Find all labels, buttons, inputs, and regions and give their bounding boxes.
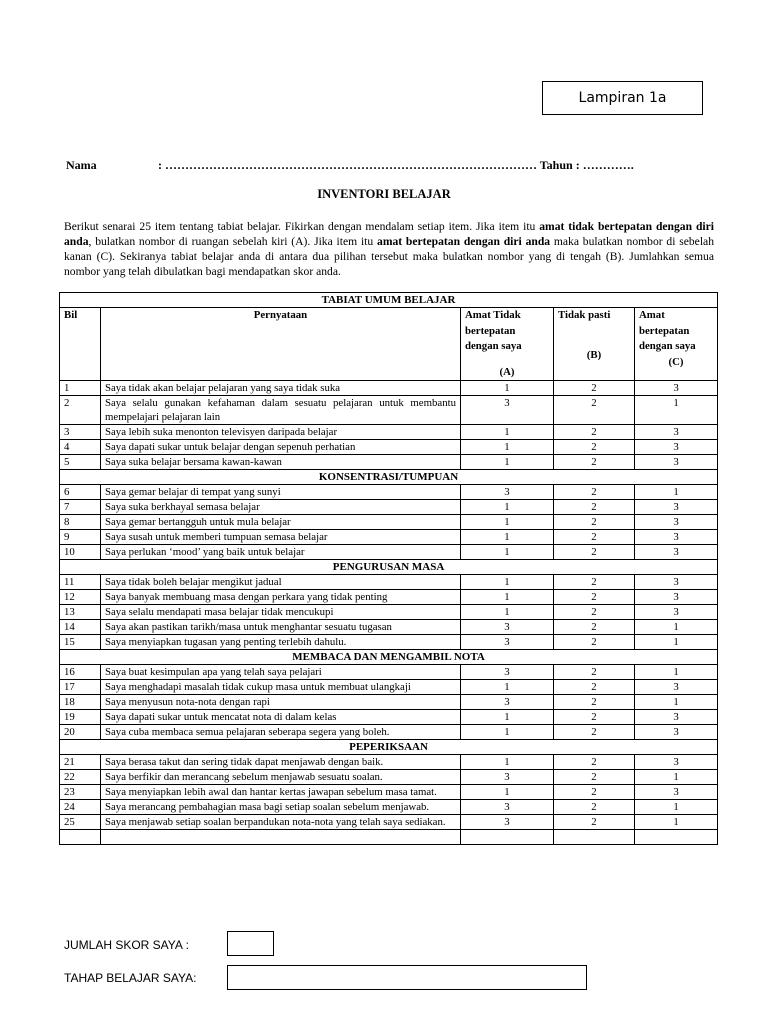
- item-number: 1: [60, 381, 101, 396]
- item-number: 11: [60, 575, 101, 590]
- option-b[interactable]: 2: [554, 500, 635, 515]
- option-b[interactable]: 2: [554, 485, 635, 500]
- item-statement: Saya dapati sukar untuk mencatat nota di dalam kelas: [101, 710, 461, 725]
- table-row: [60, 695, 718, 710]
- option-a[interactable]: 1: [461, 725, 554, 740]
- col-header-c-code: (C): [668, 355, 684, 368]
- instructions-text-3: maka bulatkan nombor di sebelah kanan (C). Sekiranya tabiat belajar anda di antara dua pilihan tersebut maka bulatkan nombor yang di tengah (B). Jumlahkan semua nombor yang telah dibulatkan bagi mendapatkan skor anda.: [64, 235, 714, 278]
- table-row: [60, 575, 718, 590]
- option-b[interactable]: 2: [554, 755, 635, 770]
- item-number: 20: [60, 725, 101, 740]
- option-a[interactable]: 1: [461, 785, 554, 800]
- option-b[interactable]: 2: [554, 425, 635, 440]
- instructions-text-2: , bulatkan nombor di ruangan sebelah kiri (A). Jika item itu: [88, 235, 378, 248]
- item-number: 6: [60, 485, 101, 500]
- item-statement: Saya menyiapkan lebih awal dan hantar kertas jawapan sebelum masa tamat.: [101, 785, 461, 800]
- item-number: 12: [60, 590, 101, 605]
- option-b[interactable]: 2: [554, 635, 635, 650]
- name-year-fill-line: : ………………………………………………………………………………… Tahun : ………….: [158, 158, 634, 172]
- option-c[interactable]: 3: [635, 710, 718, 725]
- option-c[interactable]: 1: [635, 485, 718, 500]
- name-label: Nama: [66, 158, 97, 172]
- option-b[interactable]: 2: [554, 396, 635, 425]
- option-a[interactable]: 3: [461, 665, 554, 680]
- option-c[interactable]: 3: [635, 575, 718, 590]
- col-header-c-label: Amat bertepatan dengan saya: [639, 309, 696, 352]
- option-a[interactable]: 1: [461, 440, 554, 455]
- item-number: 21: [60, 755, 101, 770]
- option-a[interactable]: 3: [461, 770, 554, 785]
- item-statement: Saya selalu gunakan kefahaman dalam sesuatu pelajaran untuk membantu mempelajari pelajaran lain: [101, 396, 461, 425]
- option-a[interactable]: 1: [461, 515, 554, 530]
- item-statement: Saya selalu mendapati masa belajar tidak mencukupi: [101, 605, 461, 620]
- table-row: [60, 500, 718, 515]
- item-number: 8: [60, 515, 101, 530]
- item-statement: Saya suka berkhayal semasa belajar: [101, 500, 461, 515]
- option-b[interactable]: 2: [554, 800, 635, 815]
- table-row: [60, 620, 718, 635]
- item-statement: Saya tidak akan belajar pelajaran yang saya tidak suka: [101, 381, 461, 396]
- option-c[interactable]: 3: [635, 725, 718, 740]
- item-number: 14: [60, 620, 101, 635]
- item-number: 4: [60, 440, 101, 455]
- option-b[interactable]: 2: [554, 530, 635, 545]
- item-number: 18: [60, 695, 101, 710]
- item-number: 10: [60, 545, 101, 560]
- item-number: 22: [60, 770, 101, 785]
- option-a[interactable]: 3: [461, 815, 554, 830]
- inventory-table: [59, 292, 718, 845]
- option-a[interactable]: 3: [461, 800, 554, 815]
- table-row: [60, 455, 718, 470]
- appendix-label-box: [542, 81, 703, 115]
- table-header-row: [60, 308, 718, 381]
- option-c[interactable]: 3: [635, 425, 718, 440]
- table-main-title: TABIAT UMUM BELAJAR: [60, 293, 718, 308]
- option-b[interactable]: 2: [554, 381, 635, 396]
- study-level-box[interactable]: [227, 965, 587, 990]
- option-b[interactable]: 2: [554, 605, 635, 620]
- option-a[interactable]: 1: [461, 530, 554, 545]
- option-a[interactable]: 1: [461, 500, 554, 515]
- item-number: 25: [60, 815, 101, 830]
- option-a[interactable]: 1: [461, 381, 554, 396]
- section-title: PEPERIKSAAN: [60, 740, 718, 755]
- item-number: 13: [60, 605, 101, 620]
- item-number: 17: [60, 680, 101, 695]
- option-c[interactable]: 1: [635, 800, 718, 815]
- option-c[interactable]: 3: [635, 590, 718, 605]
- empty-row: [60, 830, 718, 845]
- option-a[interactable]: 1: [461, 605, 554, 620]
- option-c[interactable]: 3: [635, 500, 718, 515]
- option-c[interactable]: 1: [635, 695, 718, 710]
- item-statement: Saya gemar bertangguh untuk mula belajar: [101, 515, 461, 530]
- option-b[interactable]: 2: [554, 725, 635, 740]
- col-header-b: [554, 308, 635, 381]
- option-b[interactable]: 2: [554, 710, 635, 725]
- item-statement: Saya menyusun nota-nota dengan rapi: [101, 695, 461, 710]
- option-c[interactable]: 3: [635, 381, 718, 396]
- item-statement: Saya susah untuk memberi tumpuan semasa belajar: [101, 530, 461, 545]
- option-c[interactable]: 3: [635, 680, 718, 695]
- table-row: [60, 530, 718, 545]
- option-a[interactable]: 1: [461, 575, 554, 590]
- option-a[interactable]: 3: [461, 635, 554, 650]
- option-b[interactable]: 2: [554, 620, 635, 635]
- option-b[interactable]: 2: [554, 440, 635, 455]
- item-number: 9: [60, 530, 101, 545]
- instructions-bold-2: amat bertepatan dengan diri anda: [377, 235, 551, 248]
- item-statement: Saya perlukan ‘mood’ yang baik untuk belajar: [101, 545, 461, 560]
- option-a[interactable]: 1: [461, 710, 554, 725]
- table-row: [60, 785, 718, 800]
- item-statement: Saya dapati sukar untuk belajar dengan sepenuh perhatian: [101, 440, 461, 455]
- col-header-a-code: (A): [499, 365, 515, 378]
- instructions-bold-1: amat tidak bertepatan dengan diri anda: [64, 220, 714, 248]
- option-b[interactable]: 2: [554, 665, 635, 680]
- option-c[interactable]: 1: [635, 665, 718, 680]
- option-b[interactable]: 2: [554, 770, 635, 785]
- item-statement: Saya buat kesimpulan apa yang telah saya pelajari: [101, 665, 461, 680]
- table-row: [60, 381, 718, 396]
- option-c[interactable]: 3: [635, 755, 718, 770]
- option-c[interactable]: 1: [635, 770, 718, 785]
- option-a[interactable]: 1: [461, 545, 554, 560]
- table-row: [60, 815, 718, 830]
- table-row: [60, 725, 718, 740]
- table-row: [60, 800, 718, 815]
- option-b[interactable]: 2: [554, 680, 635, 695]
- table-row: [60, 605, 718, 620]
- option-b[interactable]: 2: [554, 455, 635, 470]
- item-number: 5: [60, 455, 101, 470]
- item-statement: Saya suka belajar bersama kawan-kawan: [101, 455, 461, 470]
- option-c[interactable]: 1: [635, 620, 718, 635]
- table-row: [60, 755, 718, 770]
- table-row: [60, 710, 718, 725]
- table-row: [60, 440, 718, 455]
- item-statement: Saya berfikir dan merancang sebelum menjawab sesuatu soalan.: [101, 770, 461, 785]
- table-row: [60, 515, 718, 530]
- section-title: KONSENTRASI/TUMPUAN: [60, 470, 718, 485]
- table-row: [60, 680, 718, 695]
- option-b[interactable]: 2: [554, 785, 635, 800]
- option-c[interactable]: 1: [635, 396, 718, 425]
- table-row: [60, 770, 718, 785]
- document-title: INVENTORI BELAJAR: [317, 187, 451, 201]
- col-header-a: [461, 308, 554, 381]
- table-row: [60, 665, 718, 680]
- item-statement: Saya merancang pembahagian masa bagi setiap soalan sebelum menjawab.: [101, 800, 461, 815]
- option-b[interactable]: 2: [554, 695, 635, 710]
- col-header-bil: Bil: [60, 308, 101, 381]
- section-title: PENGURUSAN MASA: [60, 560, 718, 575]
- item-number: 23: [60, 785, 101, 800]
- option-c[interactable]: 3: [635, 785, 718, 800]
- study-level-label: TAHAP BELAJAR SAYA:: [64, 971, 197, 985]
- item-statement: Saya gemar belajar di tempat yang sunyi: [101, 485, 461, 500]
- item-statement: Saya lebih suka menonton televisyen daripada belajar: [101, 425, 461, 440]
- col-header-b-code: (B): [586, 348, 602, 361]
- table-row: [60, 545, 718, 560]
- item-statement: Saya cuba membaca semua pelajaran seberapa segera yang boleh.: [101, 725, 461, 740]
- col-header-c: [635, 308, 718, 381]
- col-header-a-label: Amat Tidak bertepatan dengan saya: [465, 309, 522, 352]
- item-number: 15: [60, 635, 101, 650]
- option-a[interactable]: 1: [461, 755, 554, 770]
- option-c[interactable]: 3: [635, 515, 718, 530]
- option-b[interactable]: 2: [554, 575, 635, 590]
- option-b[interactable]: 2: [554, 515, 635, 530]
- instructions-paragraph: [64, 219, 714, 279]
- table-row: [60, 485, 718, 500]
- table-row: [60, 590, 718, 605]
- item-number: 16: [60, 665, 101, 680]
- col-header-b-label: Tidak pasti: [558, 309, 611, 321]
- option-c[interactable]: 3: [635, 605, 718, 620]
- item-statement: Saya menyiapkan tugasan yang penting terlebih dahulu.: [101, 635, 461, 650]
- item-statement: Saya menghadapi masalah tidak cukup masa untuk membuat ulangkaji: [101, 680, 461, 695]
- item-statement: Saya berasa takut dan sering tidak dapat menjawab dengan baik.: [101, 755, 461, 770]
- option-b[interactable]: 2: [554, 590, 635, 605]
- total-score-label: JUMLAH SKOR SAYA :: [64, 938, 189, 952]
- col-header-pernyataan: Pernyataan: [101, 308, 461, 381]
- option-b[interactable]: 2: [554, 815, 635, 830]
- option-a[interactable]: 1: [461, 455, 554, 470]
- option-a[interactable]: 1: [461, 590, 554, 605]
- item-number: 19: [60, 710, 101, 725]
- item-statement: Saya akan pastikan tarikh/masa untuk menghantar sesuatu tugasan: [101, 620, 461, 635]
- item-statement: Saya tidak boleh belajar mengikut jadual: [101, 575, 461, 590]
- section-title: MEMBACA DAN MENGAMBIL NOTA: [60, 650, 718, 665]
- option-c[interactable]: 3: [635, 455, 718, 470]
- item-number: 2: [60, 396, 101, 425]
- item-statement: Saya menjawab setiap soalan berpandukan nota-nota yang telah saya sediakan.: [101, 815, 461, 830]
- option-c[interactable]: 3: [635, 440, 718, 455]
- item-statement: Saya banyak membuang masa dengan perkara yang tidak penting: [101, 590, 461, 605]
- total-score-box[interactable]: [227, 931, 274, 956]
- option-a[interactable]: 3: [461, 695, 554, 710]
- option-c[interactable]: 3: [635, 530, 718, 545]
- item-number: 24: [60, 800, 101, 815]
- item-number: 7: [60, 500, 101, 515]
- table-row: [60, 425, 718, 440]
- option-b[interactable]: 2: [554, 545, 635, 560]
- table-row: [60, 396, 718, 425]
- option-a[interactable]: 3: [461, 485, 554, 500]
- option-a[interactable]: 3: [461, 620, 554, 635]
- option-a[interactable]: 3: [461, 396, 554, 425]
- item-number: 3: [60, 425, 101, 440]
- option-c[interactable]: 1: [635, 815, 718, 830]
- option-a[interactable]: 1: [461, 425, 554, 440]
- instructions-text-1: Berikut senarai 25 item tentang tabiat belajar. Fikirkan dengan mendalam setiap item. Jika item itu: [64, 220, 540, 233]
- table-row: [60, 635, 718, 650]
- appendix-label: Lampiran 1a: [578, 90, 667, 106]
- option-c[interactable]: 1: [635, 635, 718, 650]
- option-c[interactable]: 3: [635, 545, 718, 560]
- option-a[interactable]: 1: [461, 680, 554, 695]
